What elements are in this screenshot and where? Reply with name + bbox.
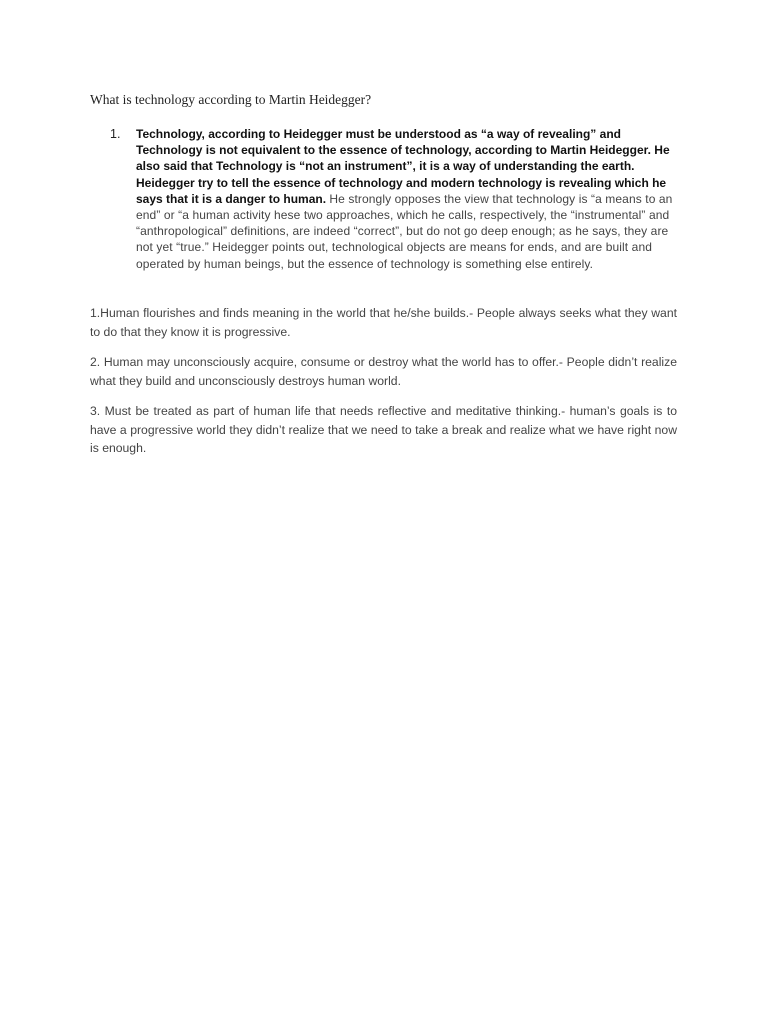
list-number: 1. [110, 127, 121, 141]
list-item-normal-text: He strongly opposes the view that technology is “a means to an end” or “a human activity hese two approaches, which he calls, respectively, the “instrumental” and “anthropological” definitions, are indeed “correct”, but do not go deep enough; as he says, they are not yet “true.” Heidegger points out, technological objects are means for ends, and are built and operated by human beings, but the essence of technology is something else entirely. [136, 191, 673, 271]
list-item-bold-text: Technology, according to Heidegger must be understood as “a way of revealing” and Technology is not equivalent to the essence of technology, according to Martin Heidegger. He also said that Technology is “not an instrument”, it is a way of understanding the earth. Heidegger try to tell the essence of technology and modern technology is revealing which he says that it is a danger to human. [136, 127, 670, 206]
paragraph-1: 1.Human flourishes and finds meaning in the world that he/she builds.- People always seeks what they want to do that they know it is progressive. [90, 306, 677, 339]
paragraph-2: 2. Human may unconsciously acquire, consume or destroy what the world has to offer.- People didn’t realize what they build and unconsciously destroys human world. [90, 355, 677, 388]
numbered-list-item [110, 126, 680, 272]
list-item-body [136, 126, 680, 272]
question-heading: What is technology according to Martin Heidegger? [90, 92, 372, 107]
paragraph-3: 3. Must be treated as part of human life that needs reflective and meditative thinking.- human’s goals is to have a progressive world they didn’t realize that we need to take a break and realize what we have right now is enough. [90, 404, 677, 455]
